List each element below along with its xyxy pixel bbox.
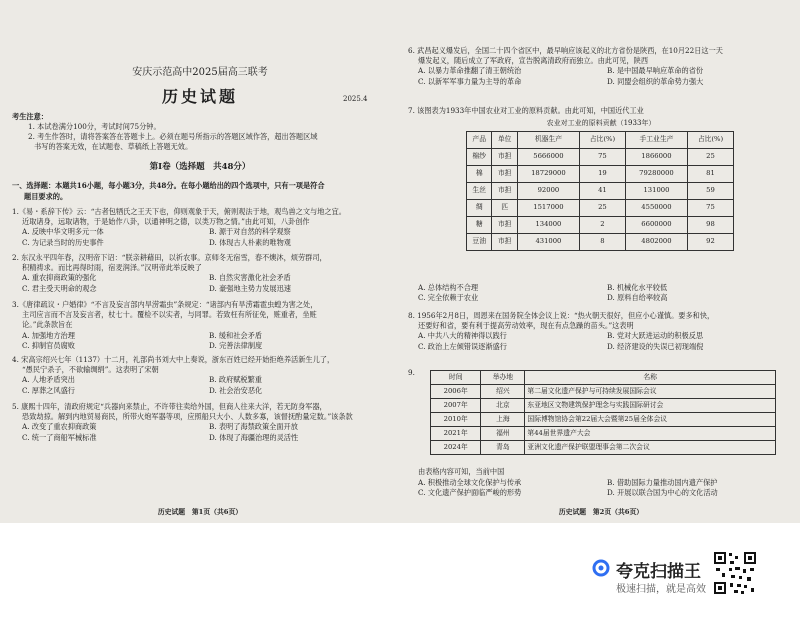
table-cell: 19 — [579, 166, 625, 183]
question-3 — [12, 300, 396, 351]
table2-cell: 第二届文化遗产保护与可持续发展国际会议 — [525, 385, 776, 399]
q4-option-b: B. 政府赋税繁重 — [209, 375, 262, 385]
table-cell: 4802000 — [625, 234, 687, 251]
q6-option-b: B. 是中国最早响应革命的省份 — [607, 66, 704, 76]
table-cell: 25 — [687, 149, 733, 166]
q4-option-c: C. 厚葬之风盛行 — [22, 385, 75, 395]
table2-cell: 国际博物馆协会第22届大会暨第25届全体会议 — [525, 413, 776, 427]
right-page — [402, 0, 800, 523]
table-header-cell: 手工业生产 — [625, 132, 687, 149]
q8-option-b: B. 党对大跃进运动的积极反思 — [607, 331, 704, 341]
q7-option-a: A. 总体结构不合理 — [418, 283, 479, 292]
section-intro: 一、选择题：本题共16小题，每小题3分，共48分。在每小题给出的四个选项中，只有一项是符合 — [12, 181, 325, 190]
table-header-cell: 占比(%) — [579, 132, 625, 149]
q8-option-c: C. 政治上左倾错误逐渐盛行 — [418, 341, 507, 351]
q3-option-d: D. 完善法律制度 — [209, 340, 263, 350]
note-2: 2. 考生作答时，请将答案答在答题卡上。必须在题号所指示的答题区域作答，超出答题区域 — [28, 132, 318, 141]
q2-option-a: A. 重农抑商政策的强化 — [22, 273, 97, 283]
qr-code-icon — [713, 551, 757, 595]
q1-line1: 1.《易・系辞下传》云：“古者包牺氏之王天下也，仰则观象于天，俯则观法于地，观鸟兽之文与地之宜。 — [12, 207, 346, 216]
table-cell: 75 — [579, 149, 625, 166]
table-cell: 棉纱 — [467, 149, 492, 166]
table-cell: 市担 — [492, 217, 517, 234]
table-cell: 5666000 — [517, 149, 579, 166]
table2-row — [431, 413, 776, 427]
table-cell: 18729000 — [517, 166, 579, 183]
q4-option-a: A. 人地矛盾突出 — [22, 375, 75, 385]
table-cell: 79280000 — [625, 166, 687, 183]
table-cell: 4550000 — [625, 200, 687, 217]
q5-option-c: C. 统一了商船军械标准 — [22, 432, 97, 442]
table-cell: 市担 — [492, 234, 517, 251]
table-header-cell: 单位 — [492, 132, 517, 149]
table2-cell: 上海 — [481, 413, 525, 427]
table-cell: 豆油 — [467, 234, 492, 251]
question-7: 7. 该图表为1933年中国农业对工业的原料贡献。由此可知，中国近代工业 — [408, 106, 644, 115]
question-7-options — [408, 283, 796, 303]
table-cell: 25 — [579, 200, 625, 217]
q3-option-b: B. 缓和社会矛盾 — [209, 330, 262, 340]
q3-line3: 论。”此条款旨在 — [22, 320, 73, 330]
table2-cell: 2021年 — [431, 427, 481, 441]
question-2 — [12, 253, 396, 294]
question-6 — [408, 46, 796, 87]
q1-option-c: C. 为记录当时的历史事件 — [22, 237, 104, 247]
table2-row — [431, 427, 776, 441]
q5-option-a: A. 改变了重农抑商政策 — [22, 422, 97, 432]
q9-number: 9. — [408, 368, 415, 377]
table2-cell: 2010年 — [431, 413, 481, 427]
q1-line2: 近取诸身，远取诸物，于是始作八卦，以通神明之德，以类万物之情。”由此可知，八卦创作 — [22, 217, 310, 227]
question-1 — [12, 207, 396, 248]
table2-cell: 绍兴 — [481, 385, 525, 399]
q8-option-a: A. 中共八大的精神得以践行 — [418, 331, 507, 341]
q4-line1: 4. 宋高宗绍兴七年（1137）十二月，礼部尚书刘大中上奏说，浙东百姓已经开始拒绝养活新生儿了， — [12, 355, 335, 364]
exam-date: 2025.4 — [343, 95, 368, 103]
q3-option-c: C. 抑制官员腐败 — [22, 340, 75, 350]
q1-option-a: A. 反映中华文明多元一体 — [22, 227, 104, 237]
table2-row — [431, 385, 776, 399]
note-1: 1. 本试卷满分100分，考试时间75分钟。 — [28, 122, 161, 131]
table-cell: 市担 — [492, 166, 517, 183]
q6-line1: 6. 武昌起义爆发后，全国二十四个省区中，最早响应该起义的北方省份是陕西，在10月22日这一天 — [408, 46, 723, 55]
table-cell: 市担 — [492, 183, 517, 200]
table-cell: 75 — [687, 200, 733, 217]
q9-option-b: B. 借助国际力量推动国内遗产保护 — [607, 478, 718, 487]
q2-line2: 积精祷求。而比再得时雨，宿麦润泽。”汉明帝此举反映了 — [22, 263, 202, 273]
table-row — [467, 183, 734, 200]
table2-header-cell: 举办地 — [481, 371, 525, 385]
q6-line2: 爆发起义，随后成立了军政府，宣告脱离清政府而独立。由此可见，陕西 — [418, 56, 649, 66]
q9-option-d: D. 开展以联合国为中心的文化活动 — [607, 488, 718, 498]
q8-line2: 还要好和省，要有利于提高劳动效率，现在有点急躁的苗头。”这表明 — [418, 321, 634, 331]
table2-cell: 北京 — [481, 399, 525, 413]
table-cell: 生丝 — [467, 183, 492, 200]
q3-option-a: A. 加强地方治理 — [22, 330, 75, 340]
table-row — [467, 149, 734, 166]
table-cell: 131000 — [625, 183, 687, 200]
table2-row — [431, 399, 776, 413]
conference-table — [430, 370, 776, 455]
page-title: 历史试题 — [161, 87, 238, 106]
table-cell: 92000 — [517, 183, 579, 200]
q6-option-c: C. 以新军军事力量为主导的革命 — [418, 76, 522, 86]
table-row — [467, 234, 734, 251]
q9-option-a: A. 积极推动全球文化保护与传承 — [418, 478, 522, 487]
q2-option-b: B. 自然灾害激化社会矛盾 — [209, 273, 291, 283]
table-cell: 98 — [687, 217, 733, 234]
question-8 — [408, 311, 796, 352]
question-9-options — [408, 478, 796, 498]
q6-option-a: A. 以暴力革命推翻了清王朝统治 — [418, 66, 522, 76]
table2-cell: 2024年 — [431, 441, 481, 455]
section-heading: 第Ⅰ卷（选择题 共48分） — [149, 162, 251, 172]
q7-option-b: B. 机械化水平较低 — [607, 283, 668, 292]
table2-cell: 青岛 — [481, 441, 525, 455]
table-cell: 1866000 — [625, 149, 687, 166]
table-header-cell: 占比(%) — [687, 132, 733, 149]
question-5 — [12, 402, 396, 443]
table2-header-cell: 名称 — [525, 371, 776, 385]
q1-option-b: B. 源于对自然的科学观察 — [209, 227, 291, 237]
table2-header-cell: 时间 — [431, 371, 481, 385]
table-cell: 81 — [687, 166, 733, 183]
brand-slogan: 极速扫描，就是高效 — [616, 584, 706, 595]
table-row — [467, 217, 734, 234]
table-row — [467, 200, 734, 217]
q4-option-d: D. 社会治安恶化 — [209, 385, 263, 395]
q3-line1: 3.《唐律疏议・户婚律》“不言及妄言部内旱涝霜虫”条规定：“诸部内有旱涝霜雹虫蝗为害之处， — [12, 300, 318, 309]
table-cell: 431000 — [517, 234, 579, 251]
q5-line1: 5. 康熙十四年，清政府规定“兵器向来禁止，不许带往卖给外国，但商人往来大洋，若无防身军器， — [12, 402, 327, 411]
q9-option-c: C. 文化遗产保护面临严峻的形势 — [418, 488, 522, 498]
table2-cell: 2006年 — [431, 385, 481, 399]
table-header-cell: 机器生产 — [517, 132, 579, 149]
q7-option-d: D. 原料自给率较高 — [607, 293, 668, 303]
note-2b: 书写的答案无效，在试题卷、草稿纸上答题无效。 — [34, 142, 193, 151]
q8-option-d: D. 经济建设的失误已初现端倪 — [607, 341, 704, 351]
table-cell: 2 — [579, 217, 625, 234]
quark-logo-icon — [592, 559, 610, 581]
table-cell: 匹 — [492, 200, 517, 217]
q4-line2: “愚民宁杀子，不欲输绸绢”。这表明了宋朝 — [22, 365, 159, 375]
table2-cell: 2007年 — [431, 399, 481, 413]
table-cell: 1517000 — [517, 200, 579, 217]
left-page — [0, 0, 400, 523]
notes-heading: 考生注意： — [12, 112, 48, 121]
table2-cell: 福州 — [481, 427, 525, 441]
q8-line1: 8. 1956年2月8日，周恩来在国务院全体会议上说：“热火朝天很好，但应小心谨慎。要多和快， — [408, 311, 715, 320]
table2-cell: 亚洲文化遗产保护联盟理事会第二次会议 — [525, 441, 776, 455]
table-cell: 6600000 — [625, 217, 687, 234]
table-cell: 绸 — [467, 200, 492, 217]
page-footer-2: 历史试题 第2页（共6页） — [558, 508, 644, 516]
table-header-cell: 产品 — [467, 132, 492, 149]
table-cell: 92 — [687, 234, 733, 251]
table-cell: 市担 — [492, 149, 517, 166]
table-cell: 134000 — [517, 217, 579, 234]
q2-line1: 2. 东汉永平四年春，汉明帝下诏：“朕亲耕藉田，以祈农事。京师冬无宿雪，春不燠沐，烦劳群司， — [12, 253, 327, 262]
table2-cell: 第44届世界遗产大会 — [525, 427, 776, 441]
page-footer-1: 历史试题 第1页（共6页） — [157, 508, 243, 516]
table-cell: 59 — [687, 183, 733, 200]
scanner-watermark-bar — [0, 523, 800, 623]
q2-option-c: C. 君主受天明命的观念 — [22, 283, 97, 293]
table-cell: 8 — [579, 234, 625, 251]
section-intro-2: 题目要求的。 — [24, 192, 68, 201]
q1-option-d: D. 体现古人朴素的唯物观 — [209, 237, 291, 247]
question-9: 由表格内容可知，当前中国 — [418, 467, 505, 476]
q5-option-d: D. 体现了海疆治理的灵活性 — [209, 432, 299, 442]
table2-cell: 东亚地区文物建筑保护理念与实践国际研讨会 — [525, 399, 776, 413]
q3-line2: 主司应言而不言及妄言者，杖七十。覆检不以实者，与同罪。若致枉有所征免，赃重者，坐赃 — [22, 310, 317, 320]
question-4 — [12, 355, 396, 396]
q5-option-b: B. 表明了海禁政策全面开放 — [209, 422, 298, 432]
q7-option-c: C. 完全依赖于农业 — [418, 293, 479, 303]
raw-material-table — [466, 131, 734, 251]
table-title: 农业对工业的原料贡献（1933年） — [546, 119, 656, 127]
q6-option-d: D. 同盟会组织的革命势力强大 — [607, 76, 704, 86]
q2-option-d: D. 豪强地主势力发展迅速 — [209, 283, 291, 293]
q5-line2: 恐致劫掠。解到内地贸易商民，所带火炮军器等项，应照船只大小、人数多寡，该督抚酌量定数。”该条款 — [22, 412, 353, 422]
table2-row — [431, 441, 776, 455]
school-title: 安庆示范高中2025届高三联考 — [132, 67, 268, 78]
table-cell: 棉 — [467, 166, 492, 183]
table-cell: 糖 — [467, 217, 492, 234]
table-row — [467, 166, 734, 183]
table-cell: 41 — [579, 183, 625, 200]
brand-name: 夸克扫描王 — [616, 562, 701, 582]
